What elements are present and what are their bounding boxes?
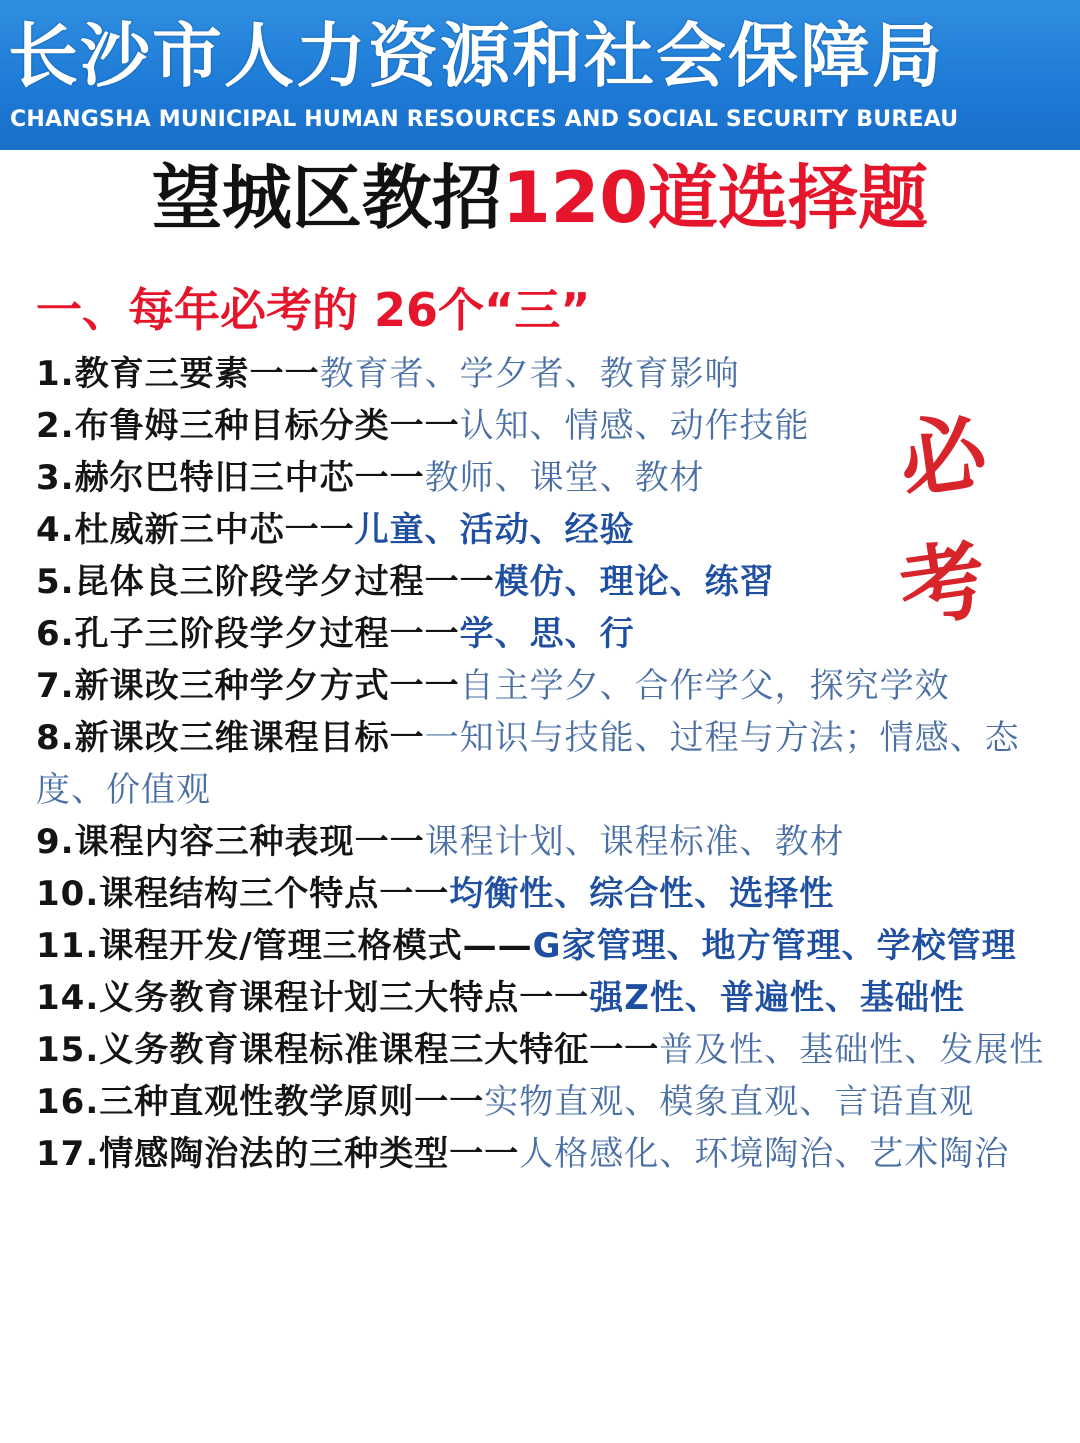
item-question: 7.新课改三种学夕方式一一: [36, 666, 460, 706]
item-answer: 强Z性、普遍性、基础性: [589, 978, 965, 1018]
item-answer: 教师、课堂、教材: [424, 458, 705, 498]
list-item: [36, 348, 1046, 400]
list-item: [36, 1024, 1046, 1076]
item-answer: 儿童、活动、经验: [354, 510, 635, 550]
item-question: 4.杜威新三中芯一一: [36, 510, 355, 550]
list-item: [36, 1128, 1046, 1180]
list-item: [36, 608, 1046, 660]
item-answer: 学、思、行: [459, 614, 635, 654]
must-exam-stamp-char-2: 考: [893, 528, 993, 641]
item-question: 15.义务教育课程标准课程三大特征一一: [36, 1030, 660, 1070]
item-question: 6.孔子三阶段学夕过程一一: [36, 614, 460, 654]
item-answer: 认知、情感、动作技能: [459, 406, 810, 446]
item-answer: 教育者、学夕者、教育影响: [319, 354, 740, 394]
item-question: 5.昆体良三阶段学夕过程一一: [36, 562, 495, 602]
list-item: [36, 1076, 1046, 1128]
list-item: [36, 660, 1046, 712]
page-title: [0, 158, 1080, 238]
item-answer: 实物直观、模象直观、言语直观: [484, 1082, 975, 1122]
item-question: 17.情感陶治法的三种类型一一: [36, 1134, 520, 1174]
question-list: [36, 348, 1046, 1180]
list-item: [36, 920, 1046, 972]
item-answer: 人格感化、环境陶治、艺术陶治: [519, 1134, 1010, 1174]
section-heading: 一、每年必考的 26个“三”: [36, 283, 591, 337]
bureau-name: 长沙市人力资源和社会保障局: [8, 15, 944, 97]
list-item: [36, 972, 1046, 1024]
header-banner: [0, 0, 1080, 150]
page-title-part-1: 望城区教招: [151, 157, 502, 239]
list-item: [36, 816, 1046, 868]
item-question: 3.赫尔巴特旧三中芯一一: [36, 458, 425, 498]
list-item: [36, 712, 1046, 816]
item-question: 16.三种直观性教学原则一一: [36, 1082, 485, 1122]
item-question: 14.义务教育课程计划三大特点一一: [36, 978, 590, 1018]
list-item: [36, 556, 1046, 608]
item-question: 9.课程内容三种表现一一: [36, 822, 425, 862]
item-question: 10.课程结构三个特点一一: [36, 874, 450, 914]
item-question: 11.课程开发/管理三格模式——: [36, 926, 533, 966]
item-answer: 普及性、基础性、发展性: [659, 1030, 1045, 1070]
item-answer: G家管理、地方管理、学校管理: [532, 926, 1017, 966]
item-question: 8.新课改三维课程目标一: [36, 718, 425, 758]
item-question: 2.布鲁姆三种目标分类一一: [36, 406, 460, 446]
item-answer: 课程计划、课程标准、教材: [424, 822, 845, 862]
list-item: [36, 868, 1046, 920]
item-answer: 模仿、理论、练習: [494, 562, 775, 602]
must-exam-stamp-char-1: 必: [893, 400, 993, 513]
bureau-english-name: CHANGSHA MUNICIPAL HUMAN RESOURCES AND SOCIAL SECURITY BUREAU: [10, 107, 959, 132]
item-answer: 自主学夕、合作学父，探究学效: [459, 666, 950, 706]
item-answer: 均衡性、综合性、选择性: [449, 874, 835, 914]
item-question: 1.教育三要素一一: [36, 354, 320, 394]
page-title-part-2: 120道选择题: [501, 157, 929, 239]
item-answer: 一知识与技能、过程与方法；情感、态度、价值观: [36, 718, 1020, 810]
list-item: [36, 452, 1046, 504]
